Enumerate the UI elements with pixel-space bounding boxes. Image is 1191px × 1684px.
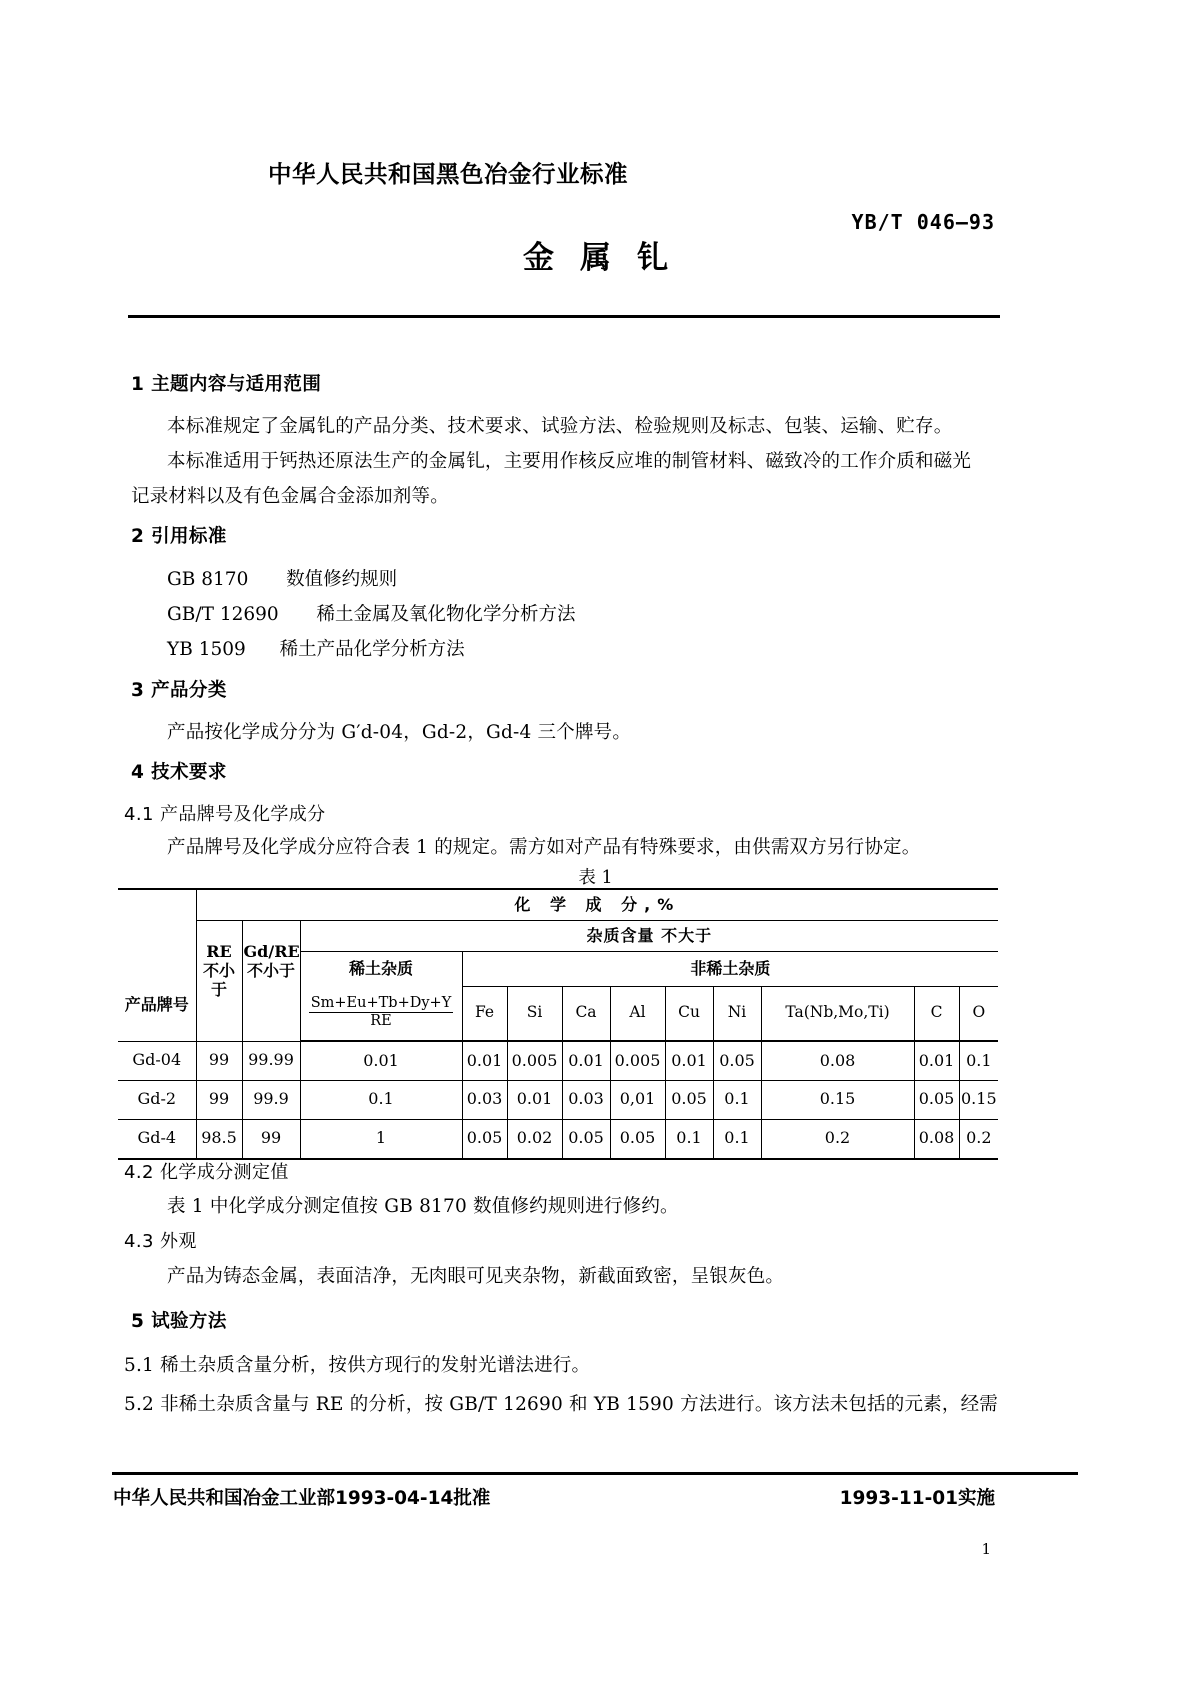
cell-gd-re: 99.99	[242, 1041, 300, 1080]
cell-re: 99	[196, 1041, 242, 1080]
section-4-heading: 4 技术要求	[131, 762, 227, 783]
th-ta: Ta(Nb,Mo,Ti)	[761, 986, 914, 1041]
page-number: 1	[981, 1540, 991, 1558]
section-1-paragraph-3: 记录材料以及有色金属合金添加剂等。	[131, 486, 449, 507]
section-5-1-text: 5.1 稀土杂质含量分析，按供方现行的发射光谱法进行。	[124, 1355, 591, 1376]
footer-approval-text: 中华人民共和国冶金工业部1993-04-14批准	[113, 1488, 491, 1509]
section-1-paragraph-1: 本标准规定了金属钆的产品分类、技术要求、试验方法、检验规则及标志、包装、运输、贮存。	[167, 416, 953, 437]
document-title: 金属钆	[523, 240, 694, 276]
cell-o: 0.15	[959, 1080, 998, 1119]
cell-re: 99	[196, 1080, 242, 1119]
cell-fe: 0.01	[462, 1041, 507, 1080]
reference-2-code: GB/T 12690	[167, 604, 279, 625]
cell-c: 0.01	[914, 1041, 959, 1080]
cell-grade: Gd-2	[118, 1080, 196, 1119]
reference-1-code: GB 8170	[167, 569, 249, 590]
th-gd-re-sub: 不小于	[246, 960, 295, 980]
reference-item-3	[167, 635, 465, 661]
cell-ta: 0.15	[761, 1080, 914, 1119]
section-4-2-paragraph-1: 表 1 中化学成分测定值按 GB 8170 数值修约规则进行修约。	[167, 1196, 679, 1217]
section-4-1-paragraph-1: 产品牌号及化学成分应符合表 1 的规定。需方如对产品有特殊要求，由供需双方另行协定。	[167, 837, 921, 858]
reference-item-2	[167, 600, 575, 626]
cell-re-impurity: 0.01	[300, 1041, 462, 1080]
th-impurity-content: 杂质含量 不大于	[300, 921, 998, 952]
footer-effective-date: 1993-11-01实施	[839, 1488, 995, 1509]
th-re: RE	[206, 942, 232, 961]
section-5-heading: 5 试验方法	[131, 1311, 227, 1332]
th-non-re-impurity: 非稀土杂质	[462, 952, 998, 987]
cell-ni: 0.1	[713, 1119, 761, 1159]
cell-si: 0.01	[507, 1080, 562, 1119]
th-re-sub: 不小于	[202, 960, 235, 999]
standard-code: YB/T 046—93	[851, 210, 995, 234]
cell-o: 0.1	[959, 1041, 998, 1080]
th-re-impurity-formula	[300, 986, 462, 1041]
table-header-row-impurity	[118, 921, 998, 952]
th-cu: Cu	[665, 986, 713, 1041]
section-3-paragraph-1: 产品按化学成分分为 G′d-04，Gd-2，Gd-4 三个牌号。	[167, 722, 632, 743]
cell-re: 98.5	[196, 1119, 242, 1159]
cell-cu: 0.05	[665, 1080, 713, 1119]
cell-grade: Gd-4	[118, 1119, 196, 1159]
cell-si: 0.005	[507, 1041, 562, 1080]
cell-grade: Gd-04	[118, 1041, 196, 1080]
th-product-grade: 产品牌号	[124, 994, 189, 1014]
th-c: C	[914, 986, 959, 1041]
cell-ni: 0.1	[713, 1080, 761, 1119]
cell-ta: 0.2	[761, 1119, 914, 1159]
section-4-3-paragraph-1: 产品为铸态金属，表面洁净，无肉眼可见夹杂物，新截面致密，呈银灰色。	[167, 1266, 785, 1287]
standard-organization: 中华人民共和国黑色冶金行业标准	[268, 160, 628, 188]
cell-ca: 0.05	[562, 1119, 610, 1159]
table-row	[118, 1041, 998, 1080]
reference-3-name: 稀土产品化学分析方法	[279, 639, 465, 660]
th-o: O	[959, 986, 998, 1041]
cell-re-impurity: 0.1	[300, 1080, 462, 1119]
th-ca: Ca	[562, 986, 610, 1041]
section-3-heading: 3 产品分类	[131, 680, 227, 701]
reference-2-name: 稀土金属及氧化物化学分析方法	[316, 604, 576, 625]
section-1-heading: 1 主题内容与适用范围	[131, 374, 322, 395]
th-re-impurity: 稀土杂质	[300, 952, 462, 987]
th-al: Al	[610, 986, 665, 1041]
cell-al: 0.05	[610, 1119, 665, 1159]
section-4-1-heading: 4.1 产品牌号及化学成分	[124, 804, 326, 825]
cell-al: 0.005	[610, 1041, 665, 1080]
cell-ta: 0.08	[761, 1041, 914, 1080]
th-fe: Fe	[462, 986, 507, 1041]
cell-re-impurity: 1	[300, 1119, 462, 1159]
reference-1-name: 数值修约规则	[286, 569, 398, 590]
cell-gd-re: 99.9	[242, 1080, 300, 1119]
chemical-composition-table	[118, 888, 998, 1160]
cell-o: 0.2	[959, 1119, 998, 1159]
section-1-paragraph-2: 本标准适用于钙热还原法生产的金属钆，主要用作核反应堆的制管材料、磁致冷的工作介质和磁光	[167, 451, 972, 472]
cell-fe: 0.03	[462, 1080, 507, 1119]
table-row	[118, 1080, 998, 1119]
th-gd-re: Gd/RE	[243, 942, 300, 961]
cell-ca: 0.01	[562, 1041, 610, 1080]
cell-ni: 0.05	[713, 1041, 761, 1080]
th-si: Si	[507, 986, 562, 1041]
th-formula-numerator: Sm+Eu+Tb+Dy+Y	[310, 995, 452, 1012]
cell-ca: 0.03	[562, 1080, 610, 1119]
cell-cu: 0.1	[665, 1119, 713, 1159]
section-4-2-heading: 4.2 化学成分测定值	[124, 1162, 289, 1183]
cell-cu: 0.01	[665, 1041, 713, 1080]
th-formula-denominator: RE	[370, 1013, 392, 1029]
cell-gd-re: 99	[242, 1119, 300, 1159]
cell-fe: 0.05	[462, 1119, 507, 1159]
footer-divider-rule	[112, 1472, 1078, 1475]
section-5-2-text: 5.2 非稀土杂质含量与 RE 的分析，按 GB/T 12690 和 YB 1590 方法进行。该方法未包括的元素，经需	[124, 1394, 998, 1415]
table-header-row-composition	[118, 889, 998, 921]
reference-item-1	[167, 565, 397, 591]
table-caption: 表 1	[578, 868, 613, 888]
table-row	[118, 1119, 998, 1159]
th-chemical-composition: 化 学 成 分,%	[196, 889, 998, 921]
header-divider-rule	[128, 315, 1000, 318]
reference-3-code: YB 1509	[167, 639, 246, 660]
section-4-3-heading: 4.3 外观	[124, 1231, 197, 1252]
th-ni: Ni	[713, 986, 761, 1041]
cell-al: 0,01	[610, 1080, 665, 1119]
cell-si: 0.02	[507, 1119, 562, 1159]
cell-c: 0.05	[914, 1080, 959, 1119]
section-2-heading: 2 引用标准	[131, 526, 227, 547]
cell-c: 0.08	[914, 1119, 959, 1159]
